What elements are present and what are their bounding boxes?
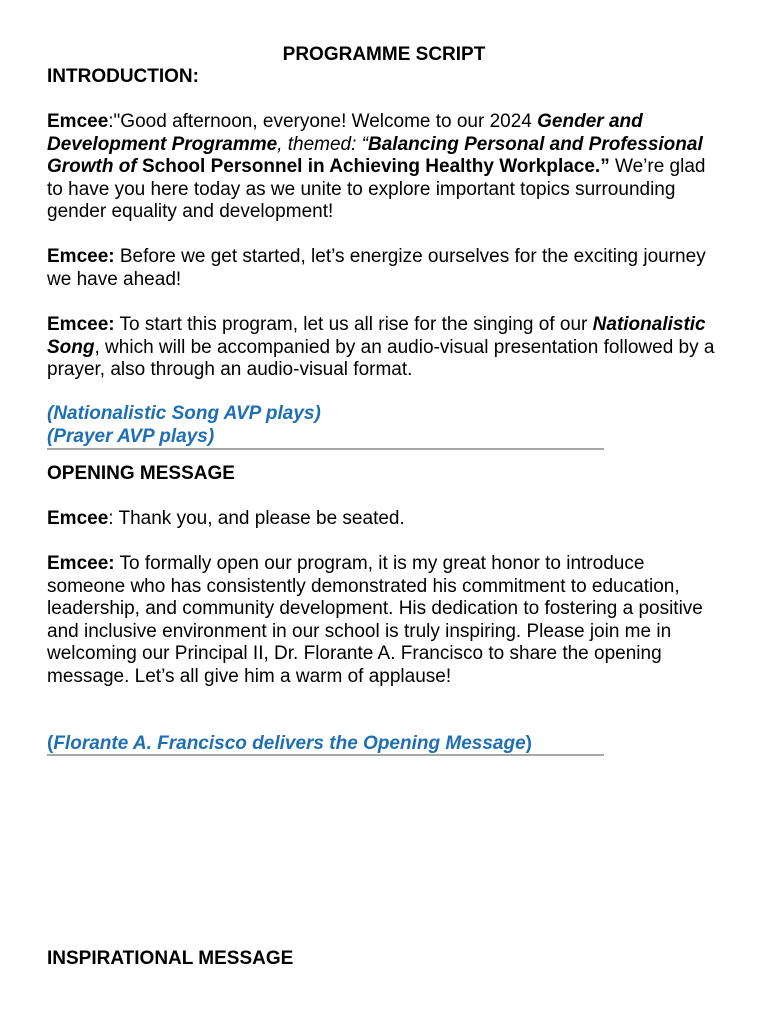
- stage-cue-nationalistic-song: (Nationalistic Song AVP plays): [47, 403, 321, 424]
- stage-cue-opening-message: [47, 733, 717, 756]
- intro-paragraph-energize: [47, 246, 717, 291]
- song-name: Nationalistic Song: [47, 314, 706, 358]
- paragraph-text: : Thank you, and please be seated.: [108, 508, 405, 529]
- speaker-label: Emcee:: [47, 246, 115, 267]
- paragraph-text: We’re glad to have you here today as we unite to explore important topics surrounding gender equality and development!: [47, 156, 706, 222]
- theme-text: Balancing Personal and Professional Growth of: [47, 133, 703, 177]
- programme-name: Gender and Development Programme: [47, 111, 643, 155]
- paragraph-text: :"Good afternoon, everyone! Welcome to our 2024: [108, 111, 538, 132]
- section-divider: [47, 754, 604, 756]
- theme-text: School Personnel in Achieving Healthy Workplace.”: [141, 156, 610, 177]
- section-divider: [47, 448, 604, 450]
- intro-paragraph-anthem: [47, 314, 717, 382]
- page-title: PROGRAMME SCRIPT: [282, 44, 486, 65]
- paragraph-text: , themed: “: [277, 133, 369, 155]
- section-heading-inspirational: INSPIRATIONAL MESSAGE: [47, 948, 294, 969]
- section-heading-introduction: INTRODUCTION:: [47, 66, 199, 87]
- paragraph-text: To formally open our program, it is my great honor to introduce someone who has consistently demonstrated his commitment to education, leadership, and community development. His dedication to fostering a positive and inclusive environment in our school is truly inspiring. Please join me in welcoming our Principal II, Dr. Florante A. Francisco to share the opening message. Let’s all give him a warm of applause!: [47, 553, 703, 687]
- opening-paragraph-thanks: [47, 508, 717, 531]
- paragraph-text: , which will be accompanied by an audio-visual presentation followed by a prayer, also through an audio-visual format.: [47, 336, 715, 380]
- paren-close: ): [525, 733, 532, 754]
- paragraph-text: Before we get started, let’s energize ourselves for the exciting journey we have ahead!: [47, 246, 706, 290]
- opening-paragraph-introduction: [47, 553, 717, 688]
- paragraph-text: To start this program, let us all rise for the singing of our: [114, 314, 593, 335]
- intro-paragraph-welcome: [47, 111, 717, 224]
- paren-open: (: [47, 733, 54, 754]
- stage-cue-prayer: (Prayer AVP plays): [47, 426, 215, 447]
- speaker-label: Emcee: [47, 111, 109, 132]
- speaker-label: Emcee:: [47, 314, 115, 335]
- section-heading-opening: OPENING MESSAGE: [47, 463, 235, 484]
- speaker-label: Emcee:: [47, 553, 115, 574]
- cue-text: Florante A. Francisco delivers the Opening Message: [53, 733, 526, 754]
- speaker-label: Emcee: [47, 508, 109, 529]
